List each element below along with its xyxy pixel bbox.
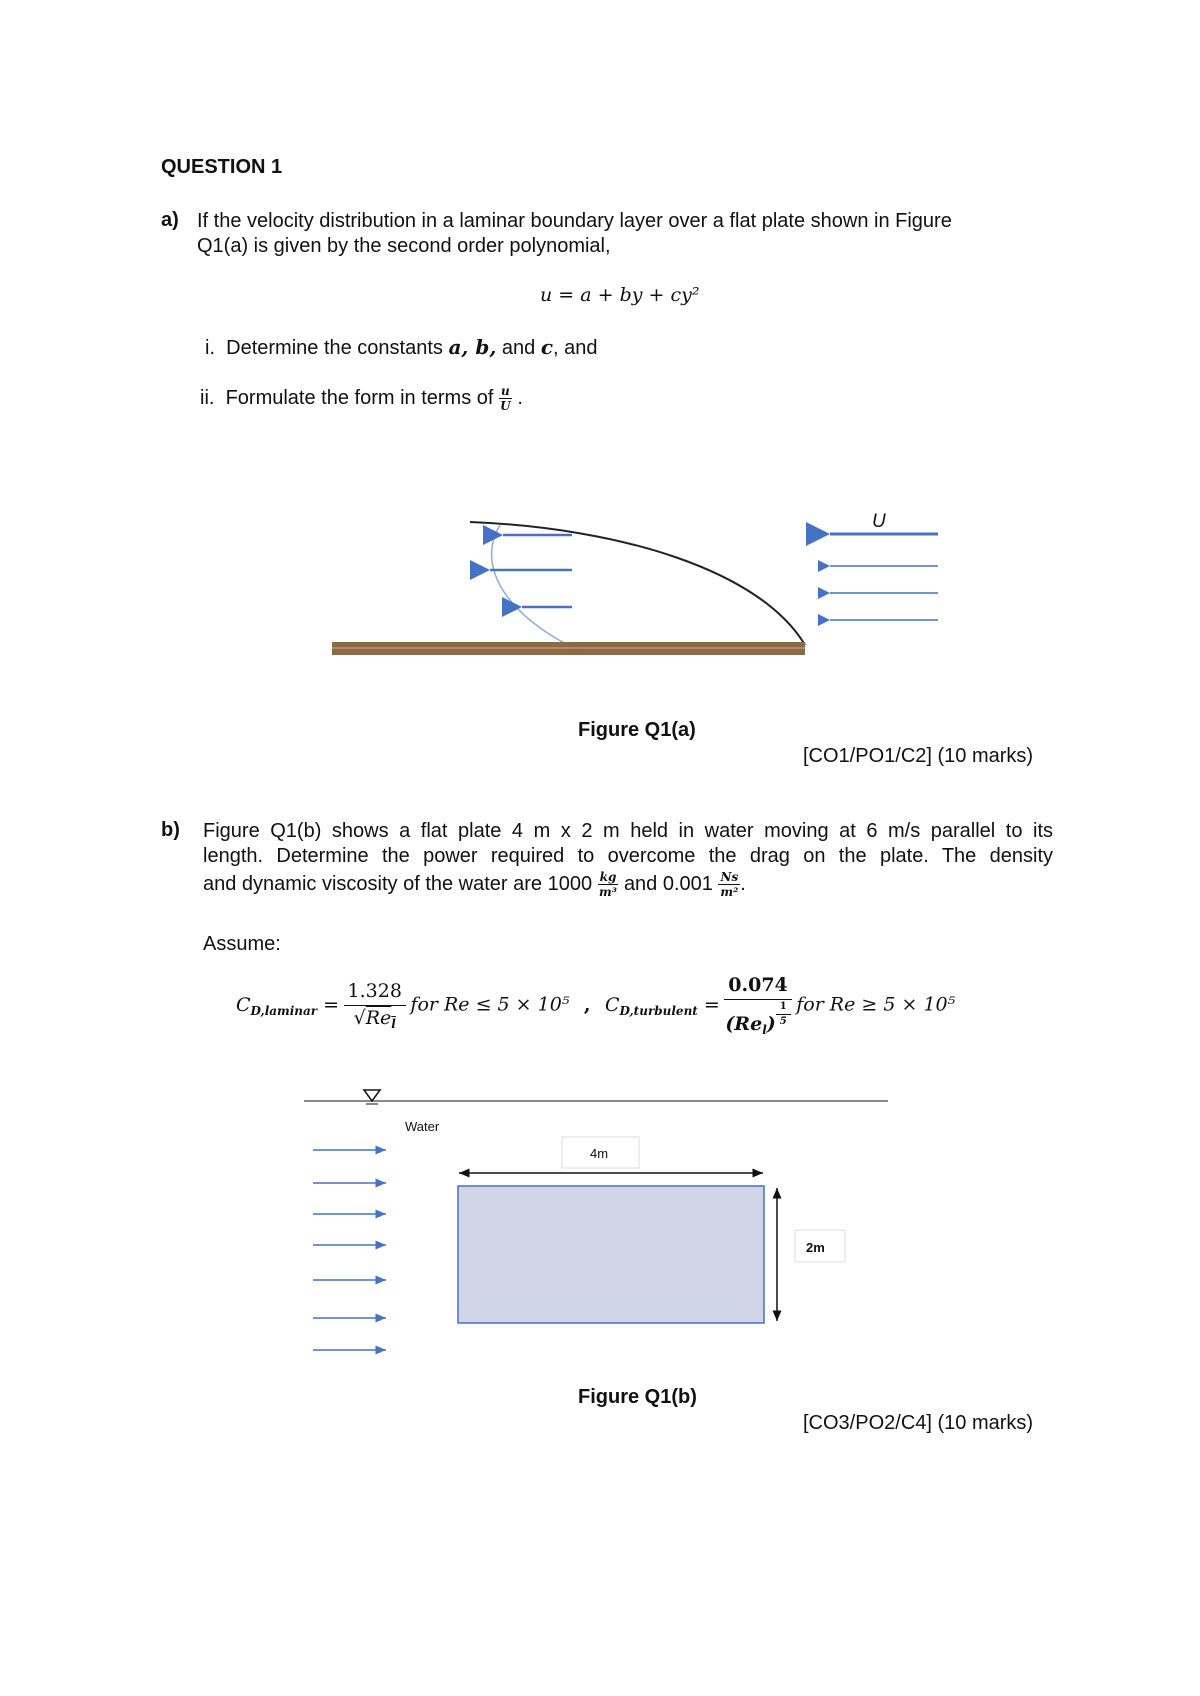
- cd-laminar-lhs: $C_{D,laminar}$ =: [236, 993, 340, 1018]
- assume-label: Assume:: [203, 933, 281, 955]
- u-over-U-fraction: $\frac{u}{U}$: [500, 384, 511, 413]
- item-ii-label: ii.: [200, 386, 215, 409]
- flow-arrows: [313, 1150, 386, 1350]
- item-ii: [200, 385, 523, 412]
- part-a-marks-code: [CO1/PO1/C2]: [803, 745, 932, 767]
- part-a-label: a): [161, 209, 179, 231]
- water-level-symbol: [364, 1090, 380, 1101]
- part-b-label: b): [161, 819, 180, 841]
- drag-coefficient-equations: [236, 975, 955, 1038]
- width-label: 2m: [806, 1240, 825, 1255]
- figure-q1b: [295, 1080, 905, 1370]
- boundary-layer-edge: [470, 522, 805, 645]
- part-b-line3: and dynamic viscosity of the water are 1000 $\frac{kg}{\text{m³}}$ and 0.001 $\frac{Ns}{\text{m²}}$ .: [203, 870, 746, 899]
- item-i-tail: , and: [553, 337, 598, 359]
- water-label: Water: [405, 1119, 440, 1134]
- part-b-text: [203, 819, 1053, 898]
- part-b-marks-value: (10 marks): [937, 1412, 1034, 1434]
- part-b-line1: Figure Q1(b) shows a flat plate 4 m x 2 m held in water moving at 6 m/s parallel to its: [203, 820, 1053, 842]
- figure-q1b-caption: Figure Q1(b): [578, 1386, 697, 1408]
- item-ii-tail: .: [517, 386, 523, 409]
- item-i-and: and: [501, 337, 536, 359]
- item-i-vars: a, b,: [448, 335, 497, 359]
- cd-turbulent-fraction: 0.074 $(Re_l)$ $\frac{1}{5}$: [724, 975, 792, 1038]
- item-i-text: Determine the constants: [226, 337, 443, 359]
- part-a-marks-value: (10 marks): [937, 745, 1034, 767]
- figure-q1a: [320, 490, 960, 660]
- question-title: QUESTION 1: [161, 156, 283, 178]
- item-ii-text: Formulate the form in terms of: [225, 386, 494, 409]
- velocity-profile-curve: [492, 525, 568, 645]
- part-b-marks: [803, 1412, 1033, 1435]
- free-stream-U-label: U: [872, 511, 886, 532]
- density-unit: $\frac{kg}{\text{m³}}$: [599, 870, 617, 899]
- item-i-label: i.: [205, 337, 215, 359]
- part-b-marks-code: [CO3/PO2/C4]: [803, 1412, 932, 1434]
- figure-q1a-caption: Figure Q1(a): [578, 719, 696, 741]
- cd-laminar-condition: for Re ≤ 5 × 10⁵: [410, 993, 570, 1016]
- length-label: 4m: [590, 1146, 609, 1161]
- cd-turbulent-condition: for Re ≥ 5 × 10⁵: [796, 993, 956, 1016]
- equation-separator: ,: [583, 993, 591, 1016]
- part-b-line2: length. Determine the power required to overcome the drag on the plate. The density: [203, 845, 1053, 867]
- cd-turbulent-lhs: $C_{D,turbulent}$ =: [604, 993, 720, 1018]
- cd-laminar-fraction: $\frac{1.328}{√Re_l}$: [344, 981, 406, 1032]
- part-a-marks: [803, 745, 1033, 768]
- viscosity-unit: $\frac{Ns}{\text{m²}}$: [720, 870, 739, 899]
- part-a-line1: If the velocity distribution in a laminar boundary layer over a flat plate shown in Figure: [197, 210, 952, 232]
- submerged-plate: [458, 1186, 764, 1323]
- item-i-var-c: c: [540, 335, 553, 359]
- item-i: [205, 335, 597, 361]
- part-a-line2: Q1(a) is given by the second order polynomial,: [197, 235, 611, 257]
- part-a-text: [197, 209, 1057, 259]
- velocity-equation: u = a + by + cy²: [540, 284, 700, 306]
